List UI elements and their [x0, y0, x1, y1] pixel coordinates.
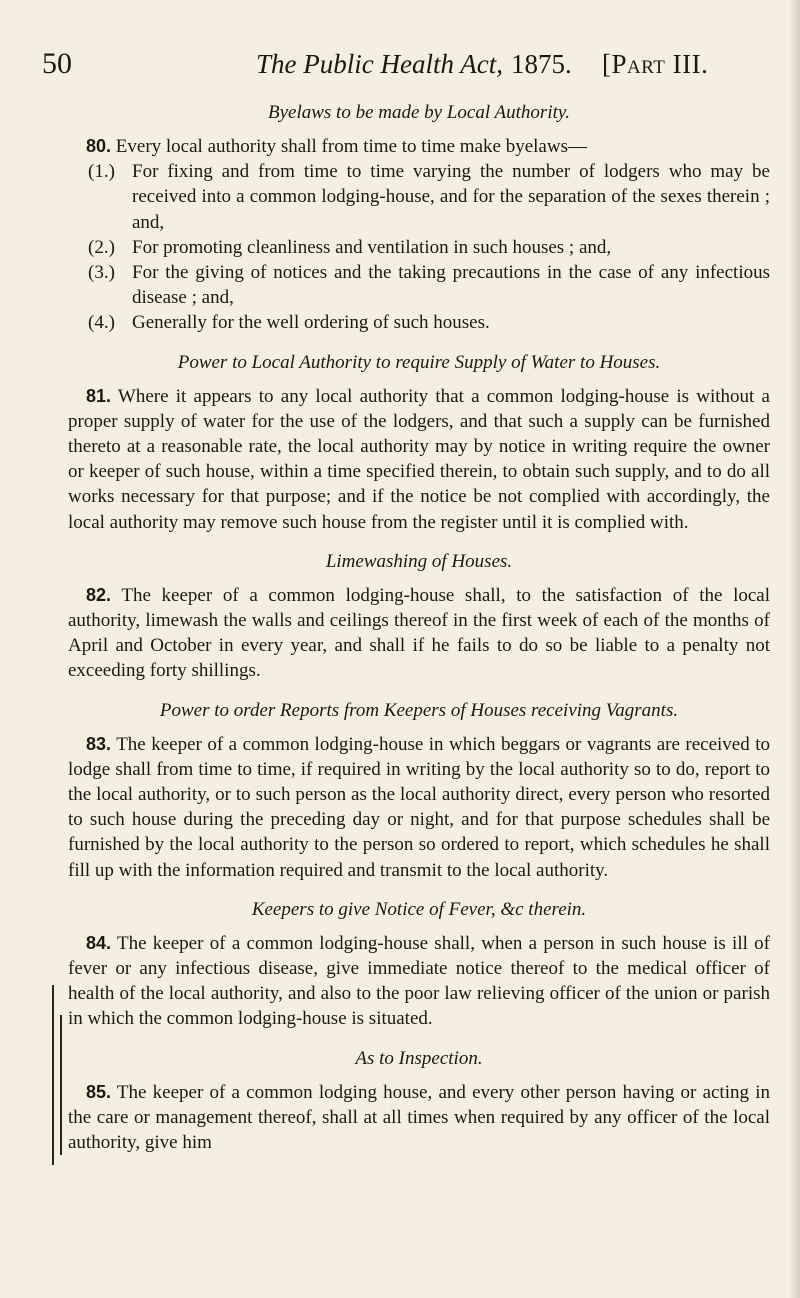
section-heading: As to Inspection. [355, 1047, 483, 1069]
part-label: [Part III. [602, 49, 709, 79]
list-item [68, 260, 770, 310]
running-head [42, 40, 782, 88]
section-heading: Limewashing of Houses. [325, 550, 513, 572]
section-number: 80. [86, 136, 112, 156]
page-number: 50 [42, 47, 72, 80]
section-heading: Power to Local Authority to require Supply of Water to Houses. [177, 351, 661, 373]
list-item [68, 235, 770, 260]
section-text: The keeper of a common lodging-house in which beggars or vagrants are received to lodge shall from time to time, if required in writing by the local authority so to do, report to the local authority, or to such person as the local authority direct, every person who resorted to such house during the preceding day or night, and for that purpose schedules shall be furnished by the local authority to the person so ordered to report, which schedules he shall fill up with the information required and transmit to the local authority. [68, 733, 770, 881]
running-year: 1875. [511, 49, 572, 79]
list-item-text: For fixing and from time to time varying the number of lodgers who may be received into a common lodging-house, and for the separation of the sexes therein ; and, [132, 161, 770, 233]
list-item-label: (3.) [88, 262, 115, 284]
section-number: 82. [86, 584, 112, 605]
section-text: The keeper of a common lodging-house shall, when a person in such house is ill of fever or any infectious disease, give immediate notice thereof to the medical officer of health of the local authority, and also to the poor law relieving officer of the union or parish in which the common lodging-house is situated. [68, 932, 770, 1030]
section-text: The keeper of a common lodging-house shall, to the satisfaction of the local authority, limewash the walls and ceilings thereof in the first week of each of the months of April and October in every year, and shall if he fails to do so be liable to a penalty not exceeding forty shillings. [68, 584, 770, 682]
section-paragraph [68, 931, 770, 1032]
section-heading: Keepers to give Notice of Fever, &c therein. [251, 898, 587, 920]
page-edge-shadow [790, 0, 800, 1298]
section-text: Every local authority shall from time to time make byelaws— [115, 136, 587, 157]
list-item [68, 310, 770, 335]
list-item-label: (2.) [88, 236, 115, 258]
section-paragraph [68, 134, 770, 159]
section-heading: Byelaws to be made by Local Authority. [267, 102, 571, 123]
section-text: Where it appears to any local authority that a common lodging-house is without a proper supply of water for the use of the lodgers, and that such a supply can be furnished thereto at a reasonable rate, the local authority may by notice in writing require the owner or keeper of such house, within a time specified therein, to obtain such supply, and to do all works necessary for that purpose; and if the notice be not complied with accordingly, the local authority may remove such house from the register until it is complied with. [68, 385, 770, 533]
body-text [68, 100, 770, 1169]
list-item-text: For promoting cleanliness and ventilation in such houses ; and, [132, 236, 612, 258]
section-number: 83. [86, 733, 112, 754]
section-number: 81. [86, 385, 112, 406]
section-paragraph [68, 1080, 770, 1156]
list-item-text: For the giving of notices and the taking precautions in the case of any infectious disease ; and, [132, 262, 770, 309]
list-item-label: (4.) [88, 312, 115, 334]
section-paragraph [68, 384, 770, 535]
margin-line [60, 1015, 62, 1155]
list-item [68, 159, 770, 235]
margin-marks [50, 985, 70, 1165]
margin-line [52, 985, 54, 1165]
list-item-text: Generally for the well ordering of such houses. [132, 312, 490, 334]
section-text: The keeper of a common lodging house, and every other person having or acting in the care or management thereof, shall at all times when required by any officer of the local authority, give him [68, 1081, 770, 1154]
section-heading: Power to order Reports from Keepers of Houses receiving Vagrants. [159, 699, 679, 721]
section-number: 84. [86, 932, 112, 953]
section-number: 85. [86, 1081, 112, 1102]
section-paragraph [68, 732, 770, 883]
section-paragraph [68, 583, 770, 684]
list-item-label: (1.) [88, 161, 115, 183]
running-title: The Public Health Act, [256, 49, 503, 79]
